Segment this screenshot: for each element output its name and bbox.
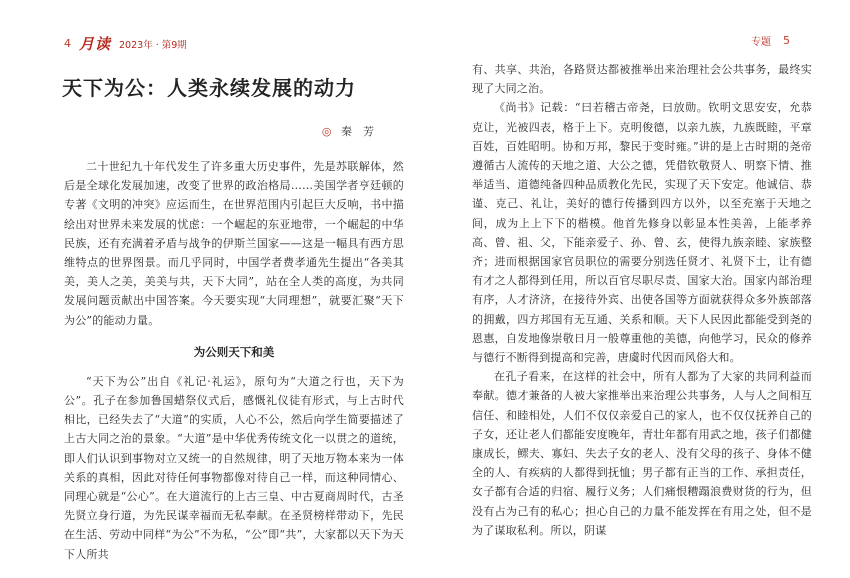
section-label: 专题	[751, 37, 771, 48]
left-page-header	[64, 33, 187, 54]
article-title: 天下为公：人类永续发展的动力	[62, 76, 356, 100]
body-paragraph: “天下为公”出自《礼记·礼运》，原句为“大道之行也，天下为公”。孔子在参加鲁国蜡祭仪式后，感慨礼仪徒有形式，与上古时代相比，已经失去了“大道”的实质，人心不公，然后向学生简要描述了上古大同之治的景象。“大道”是中华优秀传统文化一以贯之的道统，即人们认识到事物对立又统一的自然规律，明了天地万物本来为一体关系的真相，因此对待任何事物都像对待自己一样，而这种同情心、同理心就是“公心”。在大道流行的上古三皇、中古夏商周时代，古圣先贤立身行道，为先民谋幸福而无私奉献。在圣贤榜样带动下，先民在生活、劳动中同样“为公”不为私，“公”即“共”，大家都以天下为天下人所共	[64, 374, 404, 561]
right-column	[472, 60, 812, 540]
continued-paragraph: 有、共享、共治，各路贤达都被推举出来治理社会公共事务，最终实现了大同之治。	[472, 63, 812, 96]
magazine-logo: 月读	[79, 35, 112, 53]
body-paragraph: 在孔子看来，在这样的社会中，所有人都为了大家的共同利益而奉献。德才兼备的人被大家推举出来治理公共事务，人与人之间相互信任、和睦相处，人们不仅仅亲爱自己的家人，也不仅仅抚养自己的子女，还让老人们都能安度晚年，青壮年都有用武之地，孩子们都健康成长，鳏夫、寡妇、失去子女的老人、没有父母的孩子、身体不健全的人、有疾病的人都得到抚恤；男子都有正当的工作、承担责任，女子都有合适的归宿、履行义务；人们痛恨糟蹋浪费财货的行为，但没有占为己有的私心；担心自己的力量不能发挥在有用之处，但不是为了谋取私利。所以，阴谋	[472, 370, 812, 537]
left-page-number: 4	[64, 37, 71, 50]
author-name: 秦 芳	[341, 125, 374, 138]
author-bullet-icon: ◎	[321, 125, 332, 138]
section-subheading: 为公则天下和美	[193, 344, 275, 359]
body-paragraph: 《尚书》记载：“曰若稽古帝尧，曰放勋。钦明文思安安，允恭克让，光被四表，格于上下。克明俊德，以亲九族，九族既睦，平章百姓，百姓昭明。协和万邦，黎民于变时雍。”讲的是上古时期的尧帝遵循古人流传的天地之道、大公之德，凭借钦敬贤人、明察下情、推举适当、道德纯备四种品质教化先民，实现了天下安定。他诚信、恭谨、克己、礼让，美好的德行传播到四方以外，以至充塞于天地之间，成为上上下下的楷模。他首先修身以彰显本性美善，上能孝养高、曾、祖、父，下能亲爱子、孙、曾、玄，使得九族亲睦、家族整齐；进而根据国家官员职位的需要分别选任贤才、礼贤下士，让有德有才之人都得到任用，所以百官尽职尽责、国家大治。国家内部治理有序，人才济济，在接待外宾、出使各国等方面就获得众多外族部落的拥戴，四方邦国有无互通、关系和顺。天下人民因此都能受到尧的恩惠，自发地像崇敬日月一般尊重他的美德，向他学习，民众的修养与德行不断得到提高和完善，唐虞时代因而风俗大和。	[472, 101, 812, 365]
intro-paragraph: 二十世纪九十年代发生了许多重大历史事件，先是苏联解体，然后是全球化发展加速，改变了世界的政治格局……美国学者亨廷顿的专著《文明的冲突》应运而生，在世界范围内引起巨大反响，书中描绘出对世界未来发展的忧虑：一个崛起的东亚地带，一个崛起的中华民族，还有充满着矛盾与战争的伊斯兰国家——这是一幅具有西方思维特点的世界图景。而几乎同时，中国学者费孝通先生提出“各美其美，美人之美，美美与共，天下大同”，站在全人类的高度，为共同发展问题贡献出中国答案。今天要实现“大同理想”，就要汇聚“天下为公”的能动力量。	[64, 160, 404, 327]
right-page-number: 5	[783, 34, 790, 47]
left-column	[64, 60, 404, 564]
issue-label: 2023年 · 第9期	[119, 39, 187, 51]
article-author	[64, 123, 374, 139]
right-page-header	[751, 33, 790, 48]
